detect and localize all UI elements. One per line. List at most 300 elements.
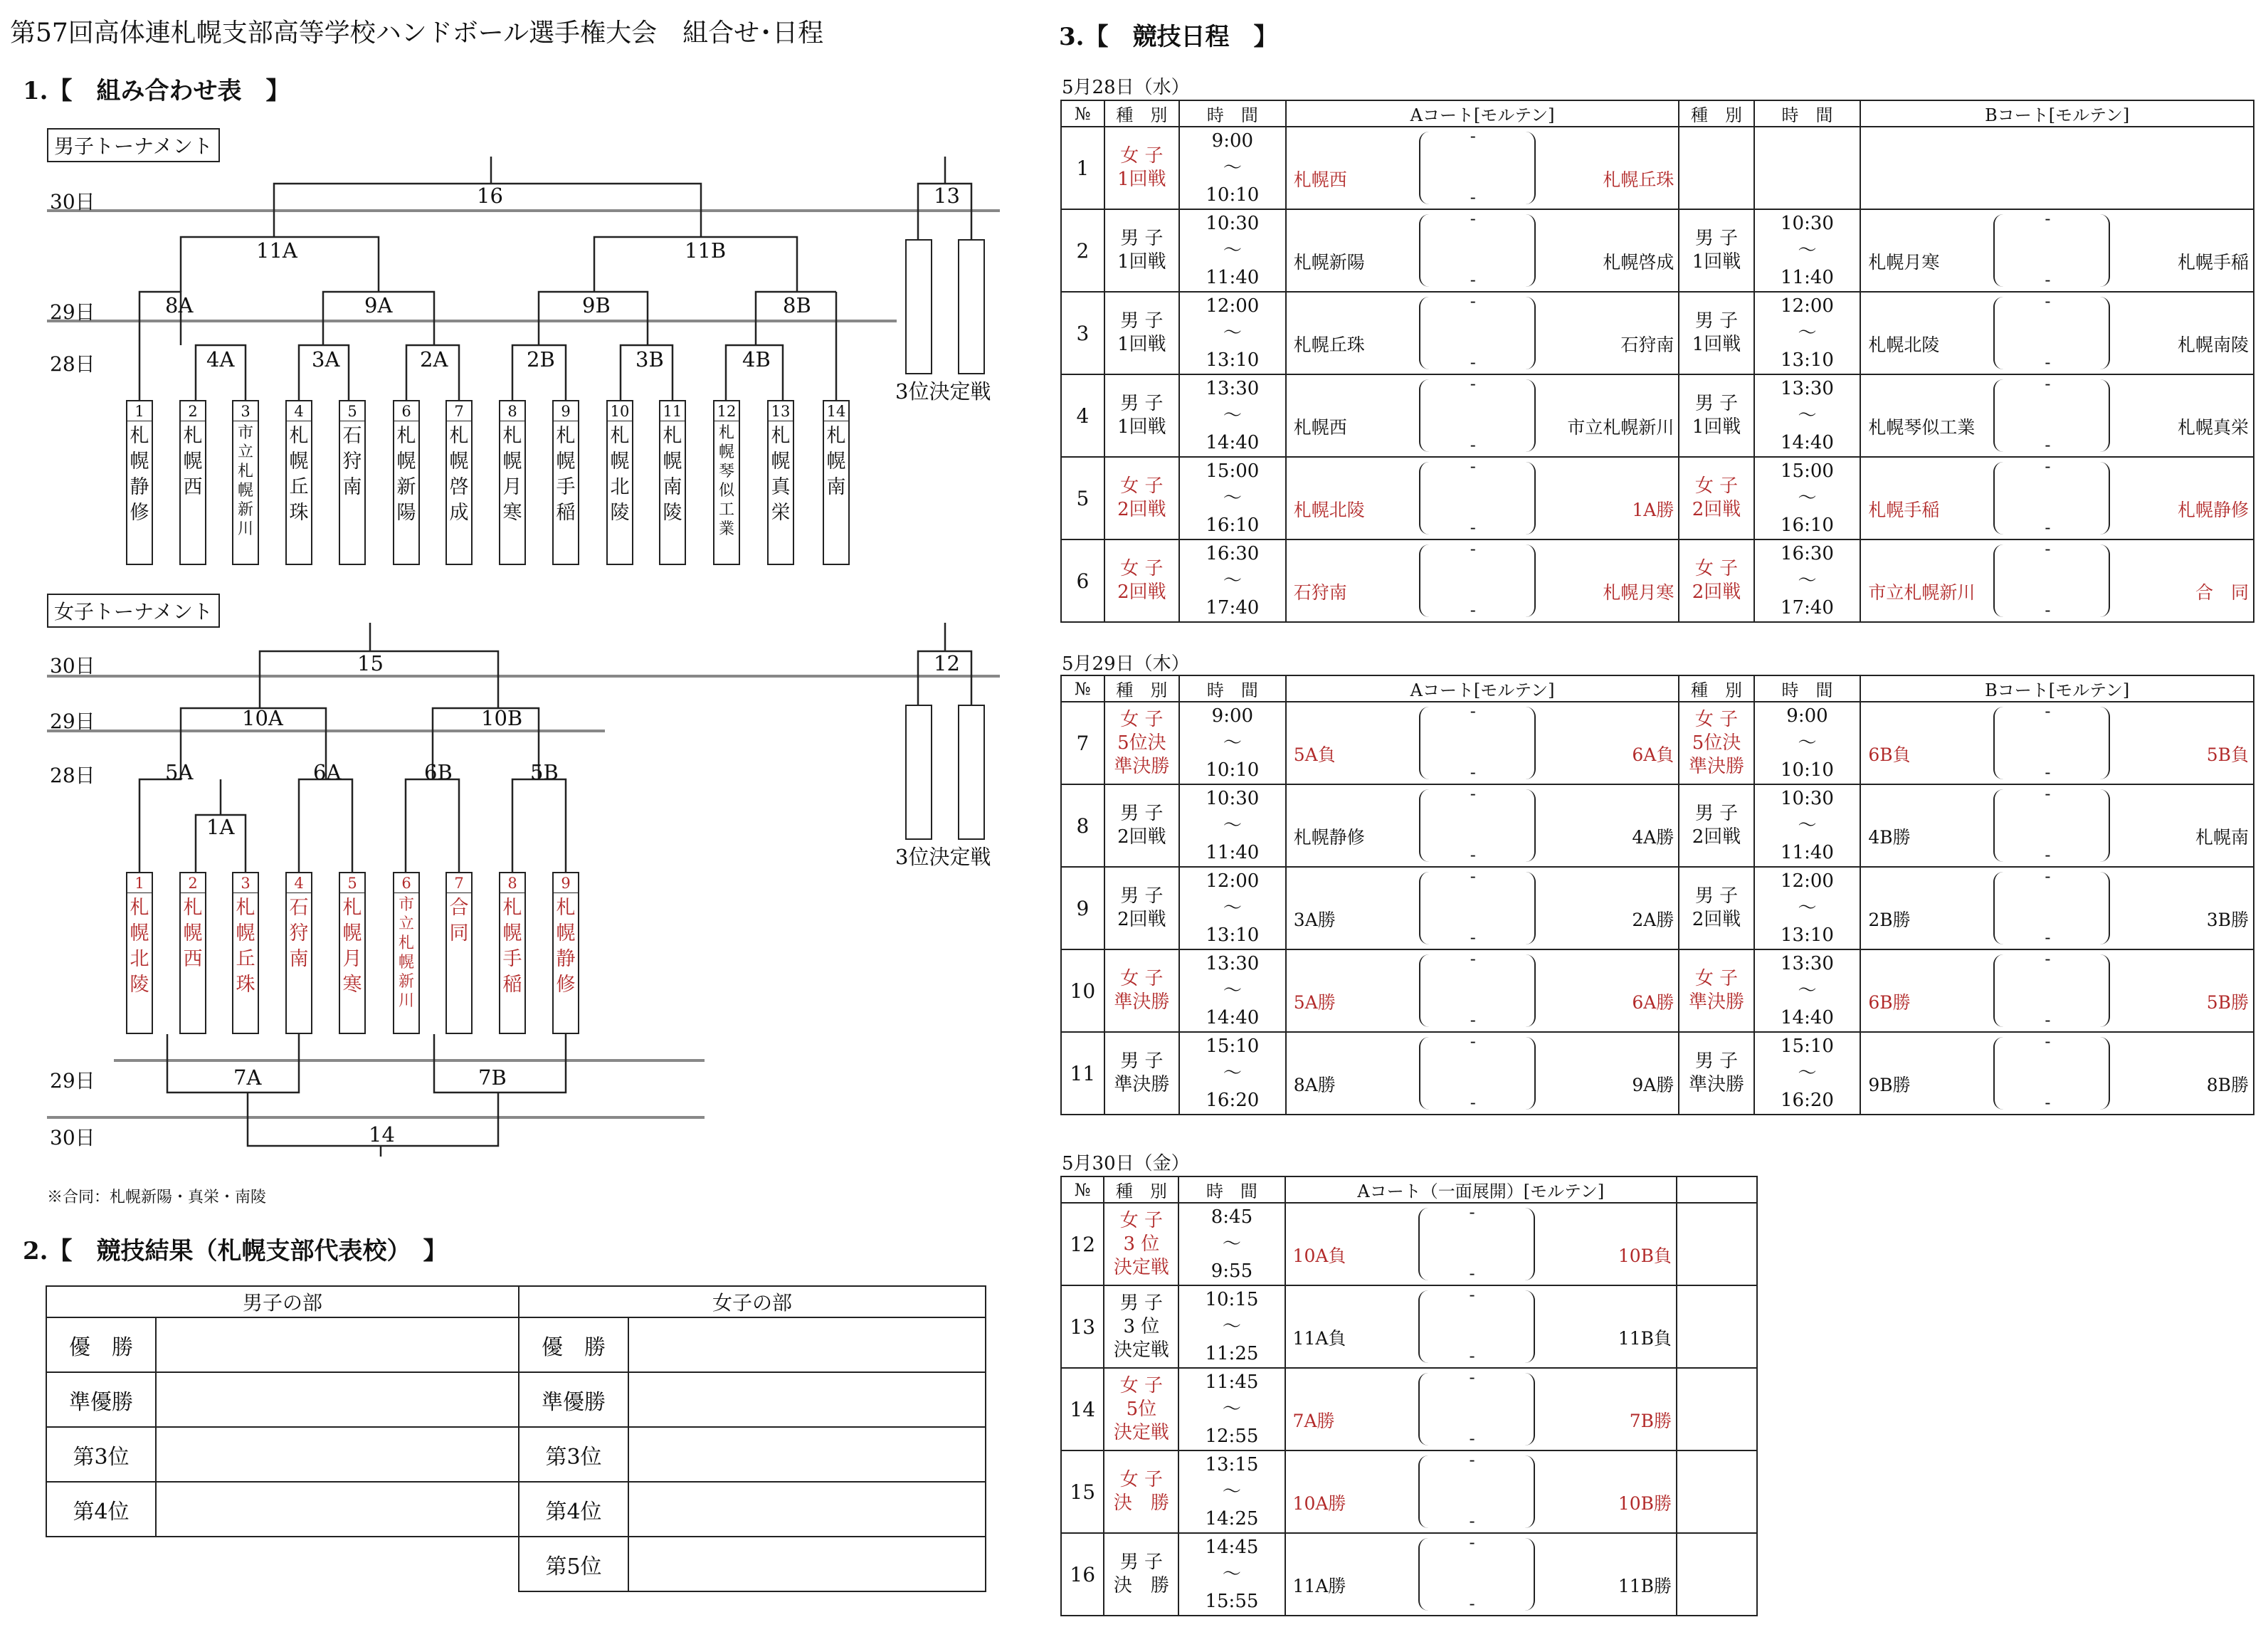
team-left: 2B勝 <box>1868 910 1911 930</box>
boys-team-1: 1 札幌静修 <box>126 400 153 565</box>
girls-team-7: 7 合同 <box>445 872 473 1034</box>
col-court-a: Aコート（一面展開）[モルテン] <box>1285 1176 1677 1203</box>
schedule-day2-date: 5月29日（木） <box>1062 653 1190 675</box>
score-box[interactable]: - - <box>1419 869 1533 947</box>
match-category: 男 子 2回戦 <box>1679 784 1753 867</box>
results-boys-row-label: 第4位 <box>46 1482 156 1537</box>
match-number: 10 <box>1061 949 1104 1032</box>
match-category: 女 子 5位決 準決勝 <box>1679 702 1753 784</box>
match-category: 女 子 準決勝 <box>1104 949 1179 1032</box>
team-left: 10A勝 <box>1292 1493 1346 1514</box>
team-left: 札幌丘珠 <box>1293 335 1365 355</box>
girls-team-4: 4 石狩南 <box>285 872 312 1034</box>
schedule-day1-date: 5月28日（水） <box>1062 77 1190 98</box>
match-court <box>1286 292 1679 374</box>
girls-game-7a: 7A <box>233 1065 262 1090</box>
girls-day-30: 30日 <box>50 654 95 678</box>
team-right: 2A勝 <box>1632 910 1674 930</box>
match-category: 女 子 5位 決定戦 <box>1104 1368 1178 1450</box>
match-court <box>1860 702 2254 784</box>
match-time: 12:00 ～ 13:10 <box>1754 292 1861 374</box>
col-time: 時 間 <box>1754 100 1861 127</box>
schedule-row <box>1061 1285 1757 1368</box>
girls-team-3: 3 札幌丘珠 <box>232 872 259 1034</box>
col-time: 時 間 <box>1179 100 1286 127</box>
boys-team-14: 14 札幌南 <box>823 400 850 565</box>
boys-game-3a: 3A <box>312 347 340 372</box>
col-no: № <box>1061 1176 1104 1203</box>
match-time: 10:30 ～ 11:40 <box>1179 784 1286 867</box>
team-left: 3A勝 <box>1293 910 1336 930</box>
match-category: 男 子 1回戦 <box>1679 209 1753 292</box>
match-category: 男 子 2回戦 <box>1104 784 1179 867</box>
girls-day-28: 28日 <box>50 764 95 787</box>
team-right: 6A勝 <box>1632 992 1674 1013</box>
results-girls-row-label: 第5位 <box>519 1537 628 1591</box>
team-right: 10B勝 <box>1618 1493 1672 1514</box>
schedule-row <box>1061 1533 1757 1616</box>
team-left: 4B勝 <box>1868 827 1911 848</box>
team-right: 4A勝 <box>1632 827 1674 848</box>
team-right: 11B負 <box>1618 1328 1672 1349</box>
score-box[interactable]: - - <box>1419 786 1533 865</box>
col-time: 時 間 <box>1178 1176 1285 1203</box>
team-right: 7B勝 <box>1629 1411 1672 1431</box>
match-category: 女 子 2回戦 <box>1104 539 1179 622</box>
score-box[interactable]: - - <box>1418 1205 1532 1283</box>
girls-team-9: 9 札幌静修 <box>552 872 579 1034</box>
match-court <box>1286 784 1679 867</box>
team-left: 9B勝 <box>1868 1075 1911 1095</box>
col-court-b: Bコート[モルテン] <box>1860 100 2254 127</box>
girls-third-label: 3位決定戦 <box>895 845 991 869</box>
match-court <box>1286 209 1679 292</box>
results-girls-row-label: 第3位 <box>519 1427 628 1482</box>
match-court <box>1860 292 2254 374</box>
boys-team-3: 3 市立札幌新川 <box>232 400 259 565</box>
match-time: 10:30 ～ 11:40 <box>1754 784 1861 867</box>
col-kind: 種 別 <box>1679 100 1753 127</box>
match-category: 男 子 3 位 決定戦 <box>1104 1285 1178 1368</box>
match-number: 14 <box>1061 1368 1104 1450</box>
score-box[interactable]: - - <box>1993 542 2107 620</box>
boys-third-label: 3位決定戦 <box>895 379 991 404</box>
results-boys-cell[interactable] <box>156 1317 519 1372</box>
results-table <box>46 1285 986 1592</box>
match-category: 女 子 1回戦 <box>1104 127 1179 209</box>
match-time: 14:45 ～ 15:55 <box>1178 1533 1285 1616</box>
boys-game-8b: 8B <box>783 293 811 317</box>
match-court <box>1860 949 2254 1032</box>
match-court <box>1860 374 2254 457</box>
match-time: 15:00 ～ 16:10 <box>1754 457 1861 539</box>
boys-third-slot-1 <box>905 239 932 374</box>
match-court <box>1286 1032 1679 1115</box>
boys-game-16: 16 <box>477 184 503 208</box>
team-right: 5B勝 <box>2206 992 2249 1013</box>
team-right: 11B勝 <box>1618 1576 1672 1596</box>
score-box[interactable]: - - <box>1418 1288 1532 1366</box>
boys-team-5: 5 石狩南 <box>339 400 366 565</box>
match-number: 11 <box>1061 1032 1104 1115</box>
score-box[interactable]: - - <box>1419 377 1533 455</box>
match-number: 15 <box>1061 1450 1104 1533</box>
team-right: 札幌南 <box>2195 827 2249 848</box>
results-girls-cell[interactable] <box>628 1372 986 1427</box>
match-number: 7 <box>1061 702 1104 784</box>
schedule-row <box>1061 539 2254 622</box>
score-box[interactable]: - - <box>1419 211 1533 290</box>
match-court <box>1285 1203 1677 1285</box>
match-category: 女 子 5位決 準決勝 <box>1104 702 1179 784</box>
match-time: 16:30 ～ 17:40 <box>1754 539 1861 622</box>
match-court <box>1285 1285 1677 1368</box>
match-time: 8:45 ～ 9:55 <box>1178 1203 1285 1285</box>
results-boys-row-label: 第3位 <box>46 1427 156 1482</box>
match-category: 男 子 1回戦 <box>1679 292 1753 374</box>
match-time: 9:00 ～ 10:10 <box>1179 702 1286 784</box>
match-number: 8 <box>1061 784 1104 867</box>
match-category: 女 子 2回戦 <box>1679 457 1753 539</box>
team-left: 札幌手稲 <box>1868 500 1940 520</box>
girls-game-5b: 5B <box>530 760 559 784</box>
match-time: 10:30 ～ 11:40 <box>1179 209 1286 292</box>
girls-game-12: 12 <box>934 651 960 675</box>
schedule-row <box>1061 127 2254 209</box>
page-title: 第57回高体連札幌支部高等学校ハンドボール選手権大会 組合せ･日程 <box>10 19 824 48</box>
results-girls-cell[interactable] <box>628 1482 986 1537</box>
team-left: 市立札幌新川 <box>1868 582 1976 603</box>
schedule-row <box>1061 292 2254 374</box>
results-girls-header: 女子の部 <box>519 1286 986 1317</box>
match-court <box>1286 374 1679 457</box>
match-time: 13:30 ～ 14:40 <box>1179 949 1286 1032</box>
match-category: 男 子 2回戦 <box>1104 867 1179 949</box>
boys-game-4b: 4B <box>742 347 771 372</box>
match-category: 男 子 1回戦 <box>1679 374 1753 457</box>
match-court <box>1860 867 2254 949</box>
girls-tournament-label: 女子トーナメント <box>47 594 220 628</box>
team-left: 札幌静修 <box>1293 827 1365 848</box>
team-left: 札幌西 <box>1293 417 1347 438</box>
score-box[interactable]: - - <box>1993 952 2107 1030</box>
boys-day-28: 28日 <box>50 352 95 376</box>
score-box[interactable]: - - <box>1419 704 1533 782</box>
match-time: 13:30 ～ 14:40 <box>1754 374 1861 457</box>
team-right: 札幌丘珠 <box>1603 169 1674 190</box>
match-category: 男 子 1回戦 <box>1104 292 1179 374</box>
score-box[interactable]: - - <box>1418 1370 1532 1448</box>
girls-day-29-lower: 29日 <box>50 1069 95 1092</box>
match-number: 3 <box>1061 292 1104 374</box>
schedule-row <box>1061 1203 1757 1285</box>
match-number: 13 <box>1061 1285 1104 1368</box>
team-left: 札幌新陽 <box>1293 252 1365 273</box>
score-box[interactable]: - - <box>1419 294 1533 372</box>
col-court-a: Aコート[モルテン] <box>1286 675 1679 702</box>
results-boys-header: 男子の部 <box>46 1286 519 1317</box>
match-number: 4 <box>1061 374 1104 457</box>
girls-game-5a: 5A <box>165 760 194 784</box>
match-time: 15:10 ～ 16:20 <box>1179 1032 1286 1115</box>
boys-tournament-label: 男子トーナメント <box>47 128 220 162</box>
girls-game-15: 15 <box>357 651 384 675</box>
score-box[interactable]: - - <box>1993 294 2107 372</box>
girls-game-10a: 10A <box>242 706 283 730</box>
boys-game-11a: 11A <box>256 238 297 263</box>
results-boys-row-label: 準優勝 <box>46 1372 156 1427</box>
match-court <box>1860 539 2254 622</box>
girls-game-6a: 6A <box>313 760 342 784</box>
boys-team-8: 8 札幌月寒 <box>499 400 526 565</box>
schedule-day3-date: 5月30日（金） <box>1062 1153 1190 1174</box>
results-girls-cell[interactable] <box>628 1537 986 1591</box>
team-right: 札幌静修 <box>2177 500 2249 520</box>
boys-game-3b: 3B <box>635 347 664 372</box>
boys-game-9a: 9A <box>364 293 393 317</box>
score-box[interactable]: - - <box>1418 1453 1532 1531</box>
girls-game-6b: 6B <box>424 760 453 784</box>
boys-game-11b: 11B <box>685 238 727 263</box>
boys-team-11: 11 札幌南陵 <box>659 400 686 565</box>
team-left: 10A負 <box>1292 1246 1346 1266</box>
boys-game-2b: 2B <box>527 347 555 372</box>
match-category: 女 子 2回戦 <box>1679 539 1753 622</box>
col-no: № <box>1061 675 1104 702</box>
match-court <box>1285 1450 1677 1533</box>
team-right: 札幌南陵 <box>2177 335 2249 355</box>
schedule-row <box>1061 949 2254 1032</box>
match-time: 9:00 ～ 10:10 <box>1754 702 1861 784</box>
match-time: 12:00 ～ 13:10 <box>1179 292 1286 374</box>
score-box[interactable]: - - <box>1419 459 1533 537</box>
score-box[interactable]: - - <box>1419 129 1533 207</box>
girls-team-2: 2 札幌西 <box>179 872 206 1034</box>
col-time: 時 間 <box>1754 675 1861 702</box>
results-girls-row-label: 準優勝 <box>519 1372 628 1427</box>
girls-third-slot-1 <box>905 705 932 840</box>
match-court <box>1860 784 2254 867</box>
girls-game-1a: 1A <box>206 815 235 839</box>
boys-team-10: 10 札幌北陵 <box>606 400 633 565</box>
match-number: 9 <box>1061 867 1104 949</box>
results-boys-cell[interactable] <box>156 1427 519 1482</box>
match-court <box>1286 457 1679 539</box>
girls-game-10b: 10B <box>481 706 523 730</box>
score-box[interactable]: - - <box>1993 459 2107 537</box>
match-time: 15:10 ～ 16:20 <box>1754 1032 1861 1115</box>
col-no: № <box>1061 100 1104 127</box>
score-box[interactable]: - - <box>1419 542 1533 620</box>
match-number: 1 <box>1061 127 1104 209</box>
match-category: 女 子 2回戦 <box>1104 457 1179 539</box>
col-kind: 種 別 <box>1104 1176 1178 1203</box>
team-right: 札幌月寒 <box>1603 582 1674 603</box>
match-number: 12 <box>1061 1203 1104 1285</box>
score-box[interactable]: - - <box>1993 1034 2107 1112</box>
team-left: 5A勝 <box>1293 992 1336 1013</box>
match-court <box>1860 457 2254 539</box>
team-right: 9A勝 <box>1632 1075 1674 1095</box>
girls-day-29: 29日 <box>50 710 95 733</box>
match-court <box>1285 1533 1677 1616</box>
match-court <box>1286 702 1679 784</box>
team-left: 札幌月寒 <box>1868 252 1940 273</box>
match-category: 男 子 決 勝 <box>1104 1533 1178 1616</box>
girls-game-7b: 7B <box>478 1065 507 1090</box>
schedule-day2 <box>1060 675 2254 1115</box>
col-court-b: Bコート[モルテン] <box>1860 675 2254 702</box>
match-court <box>1285 1368 1677 1450</box>
team-left: 6B負 <box>1868 744 1911 765</box>
boys-game-13: 13 <box>934 184 960 208</box>
team-right: 札幌真栄 <box>2177 417 2249 438</box>
match-court <box>1860 209 2254 292</box>
team-left: 札幌北陵 <box>1868 335 1940 355</box>
match-time: 13:30 ～ 14:40 <box>1754 949 1861 1032</box>
match-category: 男 子 準決勝 <box>1679 1032 1753 1115</box>
schedule-row <box>1061 457 2254 539</box>
boys-game-4a: 4A <box>206 347 235 372</box>
schedule-row <box>1061 209 2254 292</box>
boys-team-4: 4 札幌丘珠 <box>285 400 312 565</box>
results-boys-row-label: 優 勝 <box>46 1317 156 1372</box>
section-results-title: 2.【 競技結果（札幌支部代表校） 】 <box>23 1237 448 1265</box>
col-kind: 種 別 <box>1104 100 1179 127</box>
boys-game-8a: 8A <box>165 293 194 317</box>
results-boys-cell[interactable] <box>156 1372 519 1427</box>
match-court <box>1286 949 1679 1032</box>
team-right: 石狩南 <box>1620 335 1674 355</box>
boys-game-2a: 2A <box>420 347 448 372</box>
col-time: 時 間 <box>1179 675 1286 702</box>
match-court <box>1860 1032 2254 1115</box>
schedule-day1 <box>1060 100 2254 623</box>
girls-day-30-lower: 30日 <box>50 1126 95 1149</box>
girls-team-1: 1 札幌北陵 <box>126 872 153 1034</box>
match-number: 2 <box>1061 209 1104 292</box>
score-box[interactable]: - - <box>1993 377 2107 455</box>
score-box[interactable]: - - <box>1419 1034 1533 1112</box>
match-time: 13:15 ～ 14:25 <box>1178 1450 1285 1533</box>
schedule-row <box>1061 374 2254 457</box>
boys-day-30: 30日 <box>50 190 95 214</box>
match-category: 男 子 2回戦 <box>1679 867 1753 949</box>
team-right: 10B負 <box>1618 1246 1672 1266</box>
match-number: 6 <box>1061 539 1104 622</box>
match-number: 5 <box>1061 457 1104 539</box>
results-girls-row-label: 優 勝 <box>519 1317 628 1372</box>
score-box[interactable]: - - <box>1418 1535 1532 1613</box>
schedule-row <box>1061 1450 1757 1533</box>
match-time: 16:30 ～ 17:40 <box>1179 539 1286 622</box>
schedule-row <box>1061 784 2254 867</box>
team-right: 合 同 <box>2195 582 2249 603</box>
boys-day-29: 29日 <box>50 300 95 324</box>
team-left: 5A負 <box>1293 744 1336 765</box>
schedule-row <box>1061 1032 2254 1115</box>
boys-team-9: 9 札幌手稲 <box>552 400 579 565</box>
schedule-day3 <box>1060 1176 1758 1616</box>
score-box[interactable]: - - <box>1993 786 2107 865</box>
match-time: 15:00 ～ 16:10 <box>1179 457 1286 539</box>
match-court <box>1286 127 1679 209</box>
col-kind: 種 別 <box>1679 675 1753 702</box>
match-time: 13:30 ～ 14:40 <box>1179 374 1286 457</box>
team-left: 札幌西 <box>1293 169 1347 190</box>
team-right: 5B負 <box>2206 744 2249 765</box>
schedule-row <box>1061 702 2254 784</box>
match-time: 12:00 ～ 13:10 <box>1179 867 1286 949</box>
joint-team-note: ※合同：札幌新陽・真栄・南陵 <box>47 1189 267 1206</box>
team-left: 6B勝 <box>1868 992 1911 1013</box>
team-right: 1A勝 <box>1632 500 1674 520</box>
score-box[interactable]: - - <box>1993 211 2107 290</box>
team-right: 札幌啓成 <box>1603 252 1674 273</box>
score-box[interactable]: - - <box>1419 952 1533 1030</box>
team-right: 8B勝 <box>2206 1075 2249 1095</box>
team-left: 11A勝 <box>1292 1576 1346 1596</box>
match-court <box>1286 867 1679 949</box>
team-right: 3B勝 <box>2206 910 2249 930</box>
match-number: 16 <box>1061 1533 1104 1616</box>
girls-team-8: 8 札幌手稲 <box>499 872 526 1034</box>
match-time: 10:15 ～ 11:25 <box>1178 1285 1285 1368</box>
match-category: 男 子 準決勝 <box>1104 1032 1179 1115</box>
boys-team-7: 7 札幌啓成 <box>445 400 473 565</box>
score-box[interactable]: - - <box>1993 869 2107 947</box>
team-left: 石狩南 <box>1293 582 1347 603</box>
match-category: 女 子 準決勝 <box>1679 949 1753 1032</box>
boys-team-12: 12 札幌琴似工業 <box>713 400 740 565</box>
boys-team-6: 6 札幌新陽 <box>393 400 420 565</box>
team-left: 札幌北陵 <box>1293 500 1365 520</box>
match-category: 女 子 3 位 決定戦 <box>1104 1203 1178 1285</box>
match-time: 10:30 ～ 11:40 <box>1754 209 1861 292</box>
schedule-row <box>1061 867 2254 949</box>
match-category: 男 子 1回戦 <box>1104 209 1179 292</box>
match-time: 12:00 ～ 13:10 <box>1754 867 1861 949</box>
team-left: 札幌琴似工業 <box>1868 417 1976 438</box>
girls-game-14: 14 <box>369 1122 395 1147</box>
team-left: 8A勝 <box>1293 1075 1336 1095</box>
score-box[interactable]: - - <box>1993 704 2107 782</box>
team-right: 市立札幌新川 <box>1567 417 1674 438</box>
match-time: 9:00 ～ 10:10 <box>1179 127 1286 209</box>
results-girls-cell[interactable] <box>628 1427 986 1482</box>
results-girls-cell[interactable] <box>628 1317 986 1372</box>
team-right: 6A負 <box>1632 744 1674 765</box>
boys-team-13: 13 札幌真栄 <box>767 400 794 565</box>
match-category: 男 子 1回戦 <box>1104 374 1179 457</box>
section-pairing-title: 1.【 組み合わせ表 】 <box>23 77 290 105</box>
team-right: 札幌手稲 <box>2177 252 2249 273</box>
girls-team-5: 5 札幌月寒 <box>339 872 366 1034</box>
girls-third-slot-2 <box>958 705 985 840</box>
boys-game-9b: 9B <box>582 293 611 317</box>
schedule-row <box>1061 1368 1757 1450</box>
match-court <box>1286 539 1679 622</box>
boys-third-slot-2 <box>958 239 985 374</box>
team-left: 7A勝 <box>1292 1411 1335 1431</box>
col-court-a: Aコート[モルテン] <box>1286 100 1679 127</box>
match-time: 11:45 ～ 12:55 <box>1178 1368 1285 1450</box>
results-boys-cell[interactable] <box>156 1482 519 1537</box>
girls-team-6: 6 市立札幌新川 <box>393 872 420 1034</box>
col-kind: 種 別 <box>1104 675 1179 702</box>
boys-team-2: 2 札幌西 <box>179 400 206 565</box>
team-left: 11A負 <box>1292 1328 1346 1349</box>
